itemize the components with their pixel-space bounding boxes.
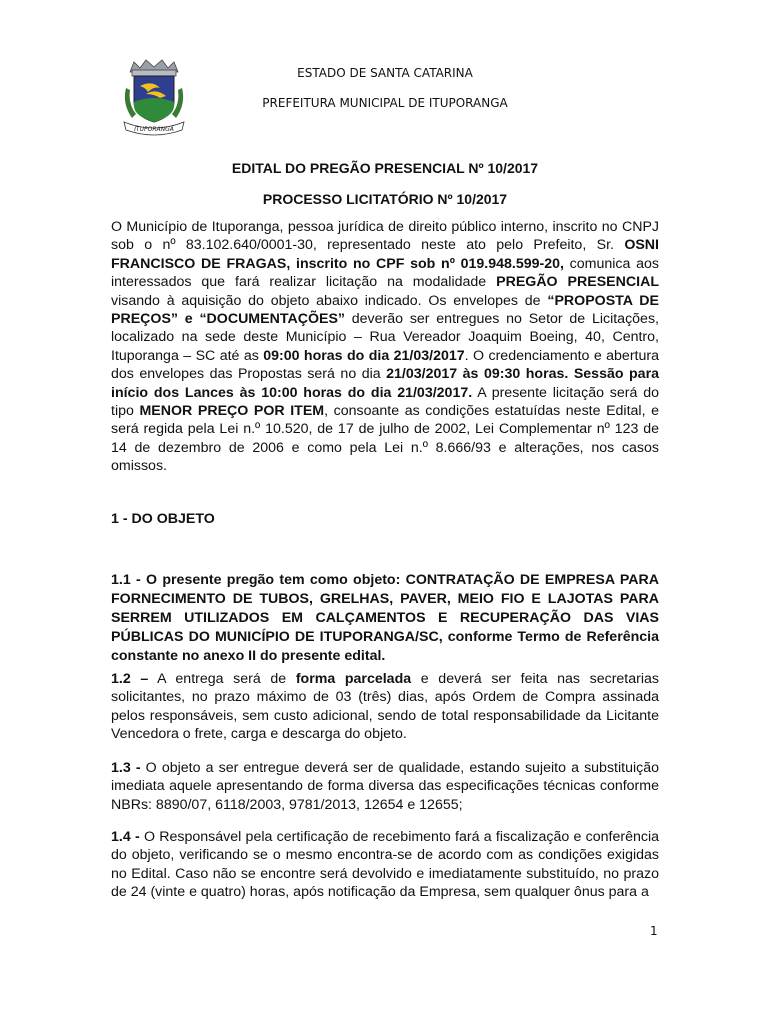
clause-1-1: 1.1 - O presente pregão tem como objeto: CONTRATAÇÃO DE EMPRESA PARA FORNECIMENTO DE TUBOS, GRELHAS, PAVER, MEIO FIO E LAJOTAS PARA SERREM UTILIZADOS EM CALÇAMENTOS E RECUPERAÇÃO DAS VIAS PÚBLICAS DO MUNICÍPIO DE ITUPORANGA/SC, conforme Termo de Referência constante no anexo II do presente edital. [111, 572, 659, 664]
crest-ribbon-text: ITUPORANGA [134, 126, 174, 133]
municipal-crest-logo [116, 58, 192, 136]
clause-1-4 [111, 828, 659, 902]
prefecture-header: PREFEITURA MUNICIPAL DE ITUPORANGA [262, 96, 508, 110]
clause-1-2-bold: forma parcelada [295, 671, 412, 687]
clause-1-2-text-2: e deverá ser feita nas secretarias solicitantes, no prazo máximo de 03 (três) dias, após Ordem de Compra assinada pelos responsáveis, sem custo adicional, sendo de total responsabilidade da Licitante Vencedora o frete, carga e descarga do objeto. [111, 671, 660, 743]
intro-paragraph [111, 218, 659, 476]
clause-1-3 [111, 759, 659, 814]
state-header: ESTADO DE SANTA CATARINA [297, 66, 473, 80]
intro-text-3: visando à aquisição do objeto abaixo indicado. Os envelopes de [111, 292, 548, 309]
intro-bold-type: MENOR PREÇO POR ITEM [139, 403, 325, 420]
intro-bold-mayor: OSNI FRANCISCO DE FRAGAS, inscrito no CPF sob nº 019.948.599-20, [111, 237, 659, 272]
clause-1-4-text: O Responsável pela certificação de recebimento fará a fiscalização e conferência do objeto, verificando se o mesmo encontra-se de acordo com as condições exigidas no Edital. Caso não se encontre será devolvido e imediatamente substituído, no prazo de 24 (vinte e quatro) horas, após notificação da Empresa, sem qualquer ônus para a [111, 829, 660, 901]
processo-title: PROCESSO LICITATÓRIO Nº 10/2017 [262, 191, 508, 207]
intro-text-1: O Município de Ituporanga, pessoa jurídica de direito público interno, inscrito no CNPJ sob o nº 83.102.640/0001-30, representado neste ato pelo Prefeito, Sr. [111, 219, 659, 254]
intro-bold-envelopes: “PROPOSTA DE PREÇOS” e “DOCUMENTAÇÕES” [111, 292, 659, 328]
intro-text-2: comunica aos interessados que fará realizar licitação na modalidade [111, 255, 659, 291]
intro-text-5: . O credenciamento e abertura dos envelopes das Propostas será no dia [111, 347, 659, 383]
page-number: 1 [650, 924, 658, 938]
intro-bold-modality: PREGÃO PRESENCIAL [496, 274, 659, 291]
intro-text-6: A presente licitação será do tipo [111, 384, 659, 420]
clause-1-2 [111, 670, 659, 744]
intro-bold-session: 21/03/2017 às 09:30 horas. Sessão para início dos Lances às 10:00 horas do dia 21/03/2017. [111, 366, 659, 401]
section-heading-objeto: 1 - DO OBJETO [111, 511, 215, 527]
intro-text-7: , consoante as condições estatuídas neste Edital, e será regida pela Lei n.º 10.520, de 17 de julho de 2002, Lei Complementar nº 123 de 14 de dezembro de 2006 e como pela Lei n.º 8.666/93 e alterações, nos casos omissos. [111, 403, 659, 475]
edital-title: EDITAL DO PREGÃO PRESENCIAL Nº 10/2017 [231, 160, 539, 176]
clause-1-4-number: 1.4 - [111, 829, 140, 845]
clause-1-3-text: O objeto a ser entregue deverá ser de qualidade, estando sujeito a substituição imediata aquele apresentando de forma diversa das especificações técnicas conforme NBRs: 8890/07, 6118/2003, 9781/2013, 12654 e 12655; [111, 760, 659, 813]
clause-1-2-text-1: A entrega será de [148, 671, 296, 687]
clause-1-2-number: 1.2 – [111, 671, 149, 687]
clause-1-3-number: 1.3 - [111, 760, 141, 776]
intro-bold-deadline: 09:00 horas do dia 21/03/2017 [263, 347, 465, 364]
intro-text-4: deverão ser entregues no Setor de Licitações, localizado na sede deste Município – Rua Vereador Joaquim Boeing, 40, Centro, Ituporanga – SC até as [111, 311, 659, 364]
